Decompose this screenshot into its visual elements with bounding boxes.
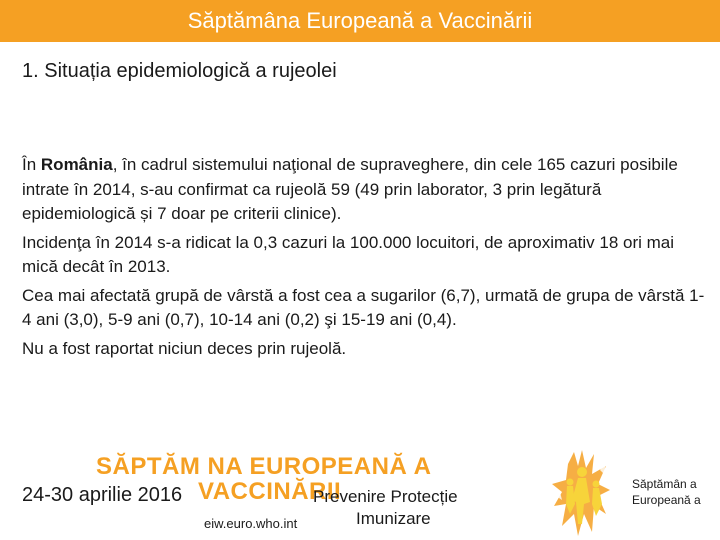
country-name: România — [40, 155, 113, 174]
paragraph-romania — [22, 153, 712, 227]
paragraph-prefix: În — [22, 155, 41, 174]
campaign-title-line2: VACCINĂRII — [198, 478, 342, 505]
campaign-logo — [548, 444, 626, 540]
campaign-slogan: Prevenire Protecție — [313, 487, 458, 506]
section-heading: 1. Situația epidemiologică a rujeolei — [22, 60, 337, 82]
campaign-dates: 24-30 aprilie 2016 — [22, 484, 183, 506]
paragraph-rest: , în cadrul sistemului naţional de supraveghere, din cele 165 cazuri posibile intrate în 2014, s-au confirmat ca rujeolă 59 (49 prin laborator, 3 prin legătură epidemiologică și 7 doar pe criterii clinice). — [22, 155, 678, 223]
body-text — [22, 153, 712, 365]
header-bar — [0, 0, 720, 42]
paragraph-incidence: Incidenţa în 2014 s-a ridicat la 0,3 cazuri la 100.000 locuitori, de aproximativ 18 ori mai mică decât în 2013. — [22, 232, 675, 276]
campaign-slogan-line2: Imunizare — [356, 509, 431, 528]
campaign-url: eiw.euro.who.int — [204, 516, 298, 531]
campaign-title-line1: SĂPTĂM NA EUROPEANĂ A — [96, 453, 432, 480]
side-label: Săptămân a Europeană a — [632, 477, 701, 507]
paragraph-deaths: Nu a fost raportat niciun deces prin rujeolă. — [22, 338, 347, 358]
page-title: Săptămâna Europeană a Vaccinării — [187, 8, 533, 33]
people-figures-icon — [552, 450, 610, 536]
paragraph-age-groups: Cea mai afectată grupă de vârstă a fost cea a sugarilor (6,7), urmată de grupa de vârstă 1-4 ani (3,0), 5-9 ani (0,7), 10-14 ani (0,2) şi 15-19 ani (0,4). — [22, 285, 705, 329]
